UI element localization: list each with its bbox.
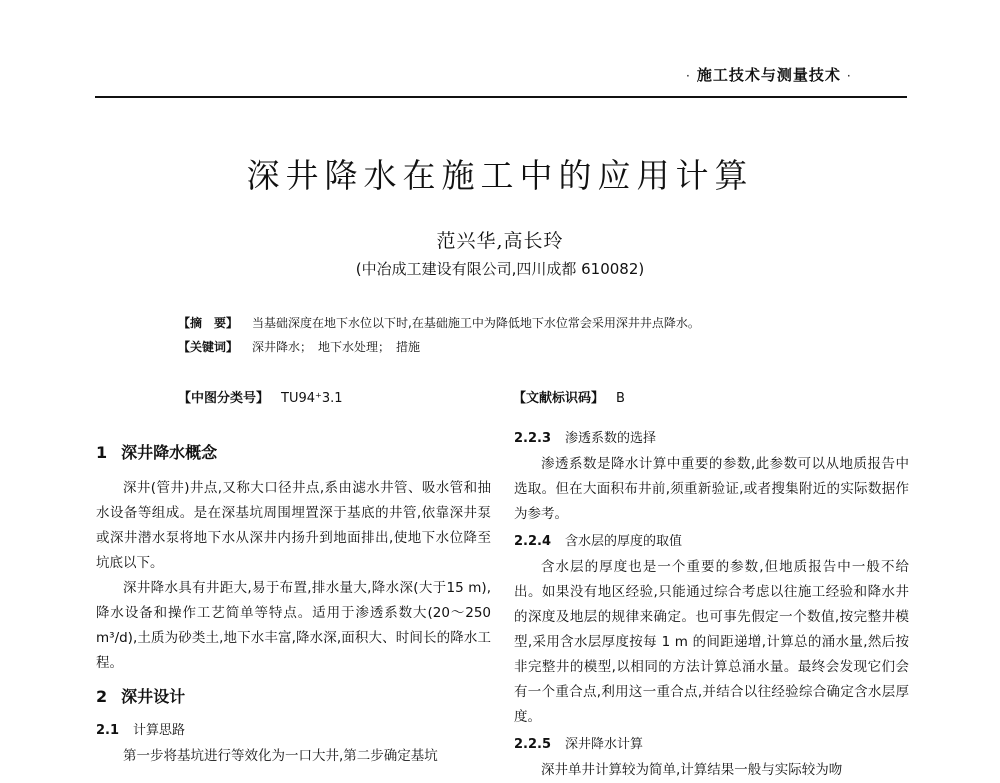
section-2-title: 深井设计 [121, 687, 186, 706]
running-head [680, 64, 920, 85]
section-2-2-5-paragraph-1: 深井单井计算较为简单,计算结果一般与实际较为吻 [541, 762, 843, 778]
section-2-2-4-heading [514, 531, 909, 553]
running-head-title: 施工技术与测量技术 [696, 66, 841, 84]
section-2-2-5-heading [514, 734, 909, 756]
document-code-value: B [616, 391, 625, 406]
keywords-text: 深井降水； 地下水处理； 措施 [252, 340, 421, 354]
header-rule [95, 96, 907, 98]
left-column [96, 440, 491, 769]
section-1-title: 深井降水概念 [121, 443, 218, 462]
classification-value: TU94⁺3.1 [281, 391, 343, 406]
section-2-1-heading [96, 720, 491, 742]
section-1-paragraph-2: 深井降水具有井距大,易于布置,排水量大,降水深(大于15 m),降水设备和操作工艺简单等特点。适用于渗透系数大(20～250 m³/d),土质为砂类土,地下水丰富,降水深,面积大、时间长的降水工程。 [96, 580, 491, 671]
paper-affiliation: (中冶成工建设有限公司,四川成都 610082) [355, 260, 645, 278]
classification-number [178, 387, 343, 406]
section-2-2-4-paragraph-1: 含水层的厚度也是一个重要的参数,但地质报告中一般不给出。如果没有地区经验,只能通过综合考虑以往施工经验和降水井的深度及地层的规律来确定。也可事先假定一个数值,按完整井模型,采用含水层厚度按每 1 m 的间距递增,计算总的涌水量,然后按非完整井的模型,以相同的方法计算总涌水量。最终会发现它们会有一个重合点,利用这一重合点,并结合以往经验综合确定含水层厚度。 [514, 559, 909, 725]
section-2-1-number: 2.1 [96, 723, 120, 738]
section-1-paragraph-1: 深井(管井)井点,又称大口径井点,系由滤水井管、吸水管和抽水设备等组成。是在深基坑周围埋置深于基底的井管,依靠深井泵或深井潜水泵将地下水从深井内扬升到地面排出,使地下水位降至坑底以下。 [96, 480, 491, 571]
section-2-2-4-title: 含水层的厚度的取值 [565, 534, 683, 549]
keywords-label: 【关键词】 [178, 340, 239, 354]
section-2-2-5-number: 2.2.5 [514, 737, 552, 752]
section-2-2-4-number: 2.2.4 [514, 534, 552, 549]
section-2-2-3-paragraph-1: 渗透系数是降水计算中重要的参数,此参数可以从地质报告中选取。但在大面积布井前,须重新验证,或者搜集附近的实际数据作为参考。 [514, 456, 909, 522]
abstract [178, 314, 700, 331]
keywords [178, 338, 420, 355]
abstract-text: 当基础深度在地下水位以下时,在基础施工中为降低地下水位常会采用深井井点降水。 [252, 316, 700, 330]
paper-authors: 范兴华,高长玲 [436, 230, 564, 252]
document-code-label: 【文献标识码】 [513, 391, 605, 406]
section-2-1-paragraph-1: 第一步将基坑进行等效化为一口大井,第二步确定基坑 [123, 748, 438, 764]
section-1-number: 1 [96, 443, 108, 462]
section-2-number: 2 [96, 687, 108, 706]
section-1-heading [96, 440, 491, 466]
paper-title: 深井降水在施工中的应用计算 [246, 156, 754, 195]
document-code [513, 387, 625, 406]
abstract-label: 【摘 要】 [178, 316, 239, 330]
section-2-2-3-title: 渗透系数的选择 [565, 431, 657, 446]
classification-label: 【中图分类号】 [178, 391, 270, 406]
section-2-2-3-heading [514, 428, 909, 450]
section-2-2-5-title: 深井降水计算 [565, 737, 644, 752]
right-column [514, 431, 909, 783]
section-2-heading [96, 684, 491, 710]
section-2-1-title: 计算思路 [133, 723, 186, 738]
running-head-mark-left: · [686, 69, 691, 83]
running-head-mark-right: · [846, 69, 852, 83]
section-2-2-3-number: 2.2.3 [514, 431, 552, 446]
